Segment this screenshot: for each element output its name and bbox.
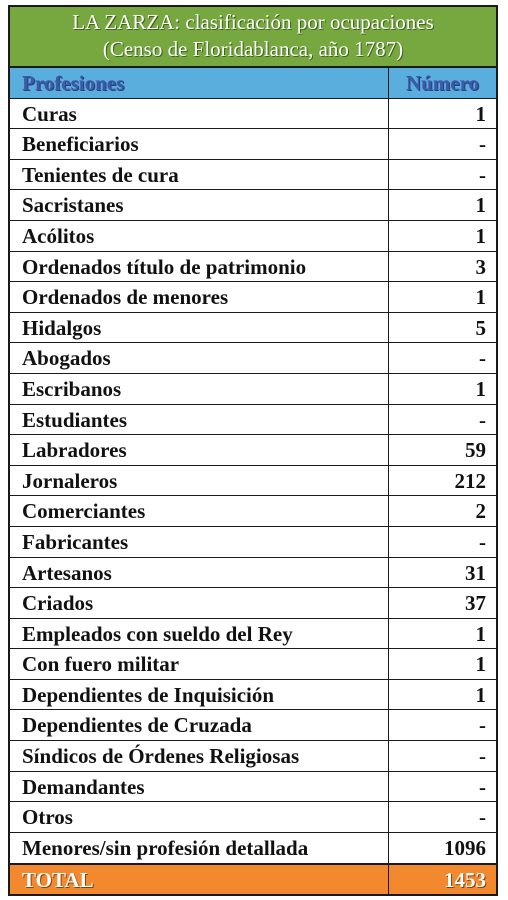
row-value: 1 [475, 285, 486, 310]
row-value: 1 [475, 193, 486, 218]
row-label: Menores/sin profesión detallada [10, 833, 389, 864]
row-label: Síndicos de Órdenes Religiosas [10, 741, 389, 771]
row-value: - [479, 407, 486, 432]
table-row [10, 588, 496, 619]
total-label: TOTAL [10, 865, 389, 894]
row-value: 2 [475, 499, 486, 524]
row-value: 1 [475, 621, 486, 646]
table-row [10, 129, 496, 160]
header-numero: Número [405, 71, 480, 95]
table-title [10, 7, 496, 68]
table-row [10, 435, 496, 466]
table-row [10, 221, 496, 252]
row-label: Empleados con sueldo del Rey [10, 619, 389, 649]
row-value: - [479, 805, 486, 830]
row-label: Curas [10, 99, 389, 129]
row-value: 212 [454, 468, 486, 493]
row-label: Demandantes [10, 772, 389, 802]
row-value: 1 [475, 682, 486, 707]
title-line-2: (Censo de Floridablanca, año 1787) [102, 37, 404, 61]
table-row [10, 680, 496, 711]
table-row [10, 190, 496, 221]
row-label: Comerciantes [10, 496, 389, 526]
row-label: Abogados [10, 343, 389, 373]
row-value: - [479, 713, 486, 738]
row-value: 3 [475, 254, 486, 279]
row-label: Criados [10, 588, 389, 618]
table-row [10, 741, 496, 772]
table-row [10, 802, 496, 833]
row-label: Jornaleros [10, 466, 389, 496]
row-value: - [479, 744, 486, 769]
row-value: 1 [475, 101, 486, 126]
row-value: 5 [475, 315, 486, 340]
row-value: 1 [475, 652, 486, 677]
row-label: Beneficiarios [10, 129, 389, 159]
header-profesiones: Profesiones [10, 68, 389, 98]
row-label: Estudiantes [10, 405, 389, 435]
row-value: - [479, 162, 486, 187]
row-value: 37 [465, 591, 486, 616]
table-row [10, 619, 496, 650]
table-body [10, 99, 496, 864]
row-label: Ordenados título de patrimonio [10, 252, 389, 282]
row-label: Hidalgos [10, 313, 389, 343]
occupation-table [8, 5, 498, 896]
row-value: 1096 [444, 835, 486, 860]
row-value: - [479, 529, 486, 554]
header-row [10, 68, 496, 99]
table-row [10, 313, 496, 344]
total-value: 1453 [444, 868, 486, 893]
row-value: 1 [475, 376, 486, 401]
row-label: Acólitos [10, 221, 389, 251]
title-line-1: LA ZARZA: clasificación por ocupaciones [72, 10, 434, 34]
table-row [10, 405, 496, 436]
table-row [10, 772, 496, 803]
row-label: Artesanos [10, 558, 389, 588]
row-value: 59 [465, 438, 486, 463]
row-value: - [479, 346, 486, 371]
table-row [10, 160, 496, 191]
row-label: Con fuero militar [10, 649, 389, 679]
table-row [10, 99, 496, 130]
row-label: Otros [10, 802, 389, 832]
row-label: Fabricantes [10, 527, 389, 557]
row-label: Ordenados de menores [10, 282, 389, 312]
row-label: Escribanos [10, 374, 389, 404]
table-row [10, 282, 496, 313]
table-row [10, 343, 496, 374]
row-label: Labradores [10, 435, 389, 465]
table-row [10, 374, 496, 405]
row-label: Dependientes de Inquisición [10, 680, 389, 710]
table-row [10, 466, 496, 497]
row-value: 31 [465, 560, 486, 585]
table-row [10, 252, 496, 283]
total-row [10, 863, 496, 894]
table-row [10, 496, 496, 527]
row-value: - [479, 774, 486, 799]
table-row [10, 710, 496, 741]
table-row [10, 527, 496, 558]
row-label: Tenientes de cura [10, 160, 389, 190]
row-label: Sacristanes [10, 190, 389, 220]
table-row [10, 649, 496, 680]
row-value: 1 [475, 223, 486, 248]
table-row [10, 833, 496, 864]
row-label: Dependientes de Cruzada [10, 710, 389, 740]
table-row [10, 558, 496, 589]
row-value: - [479, 132, 486, 157]
